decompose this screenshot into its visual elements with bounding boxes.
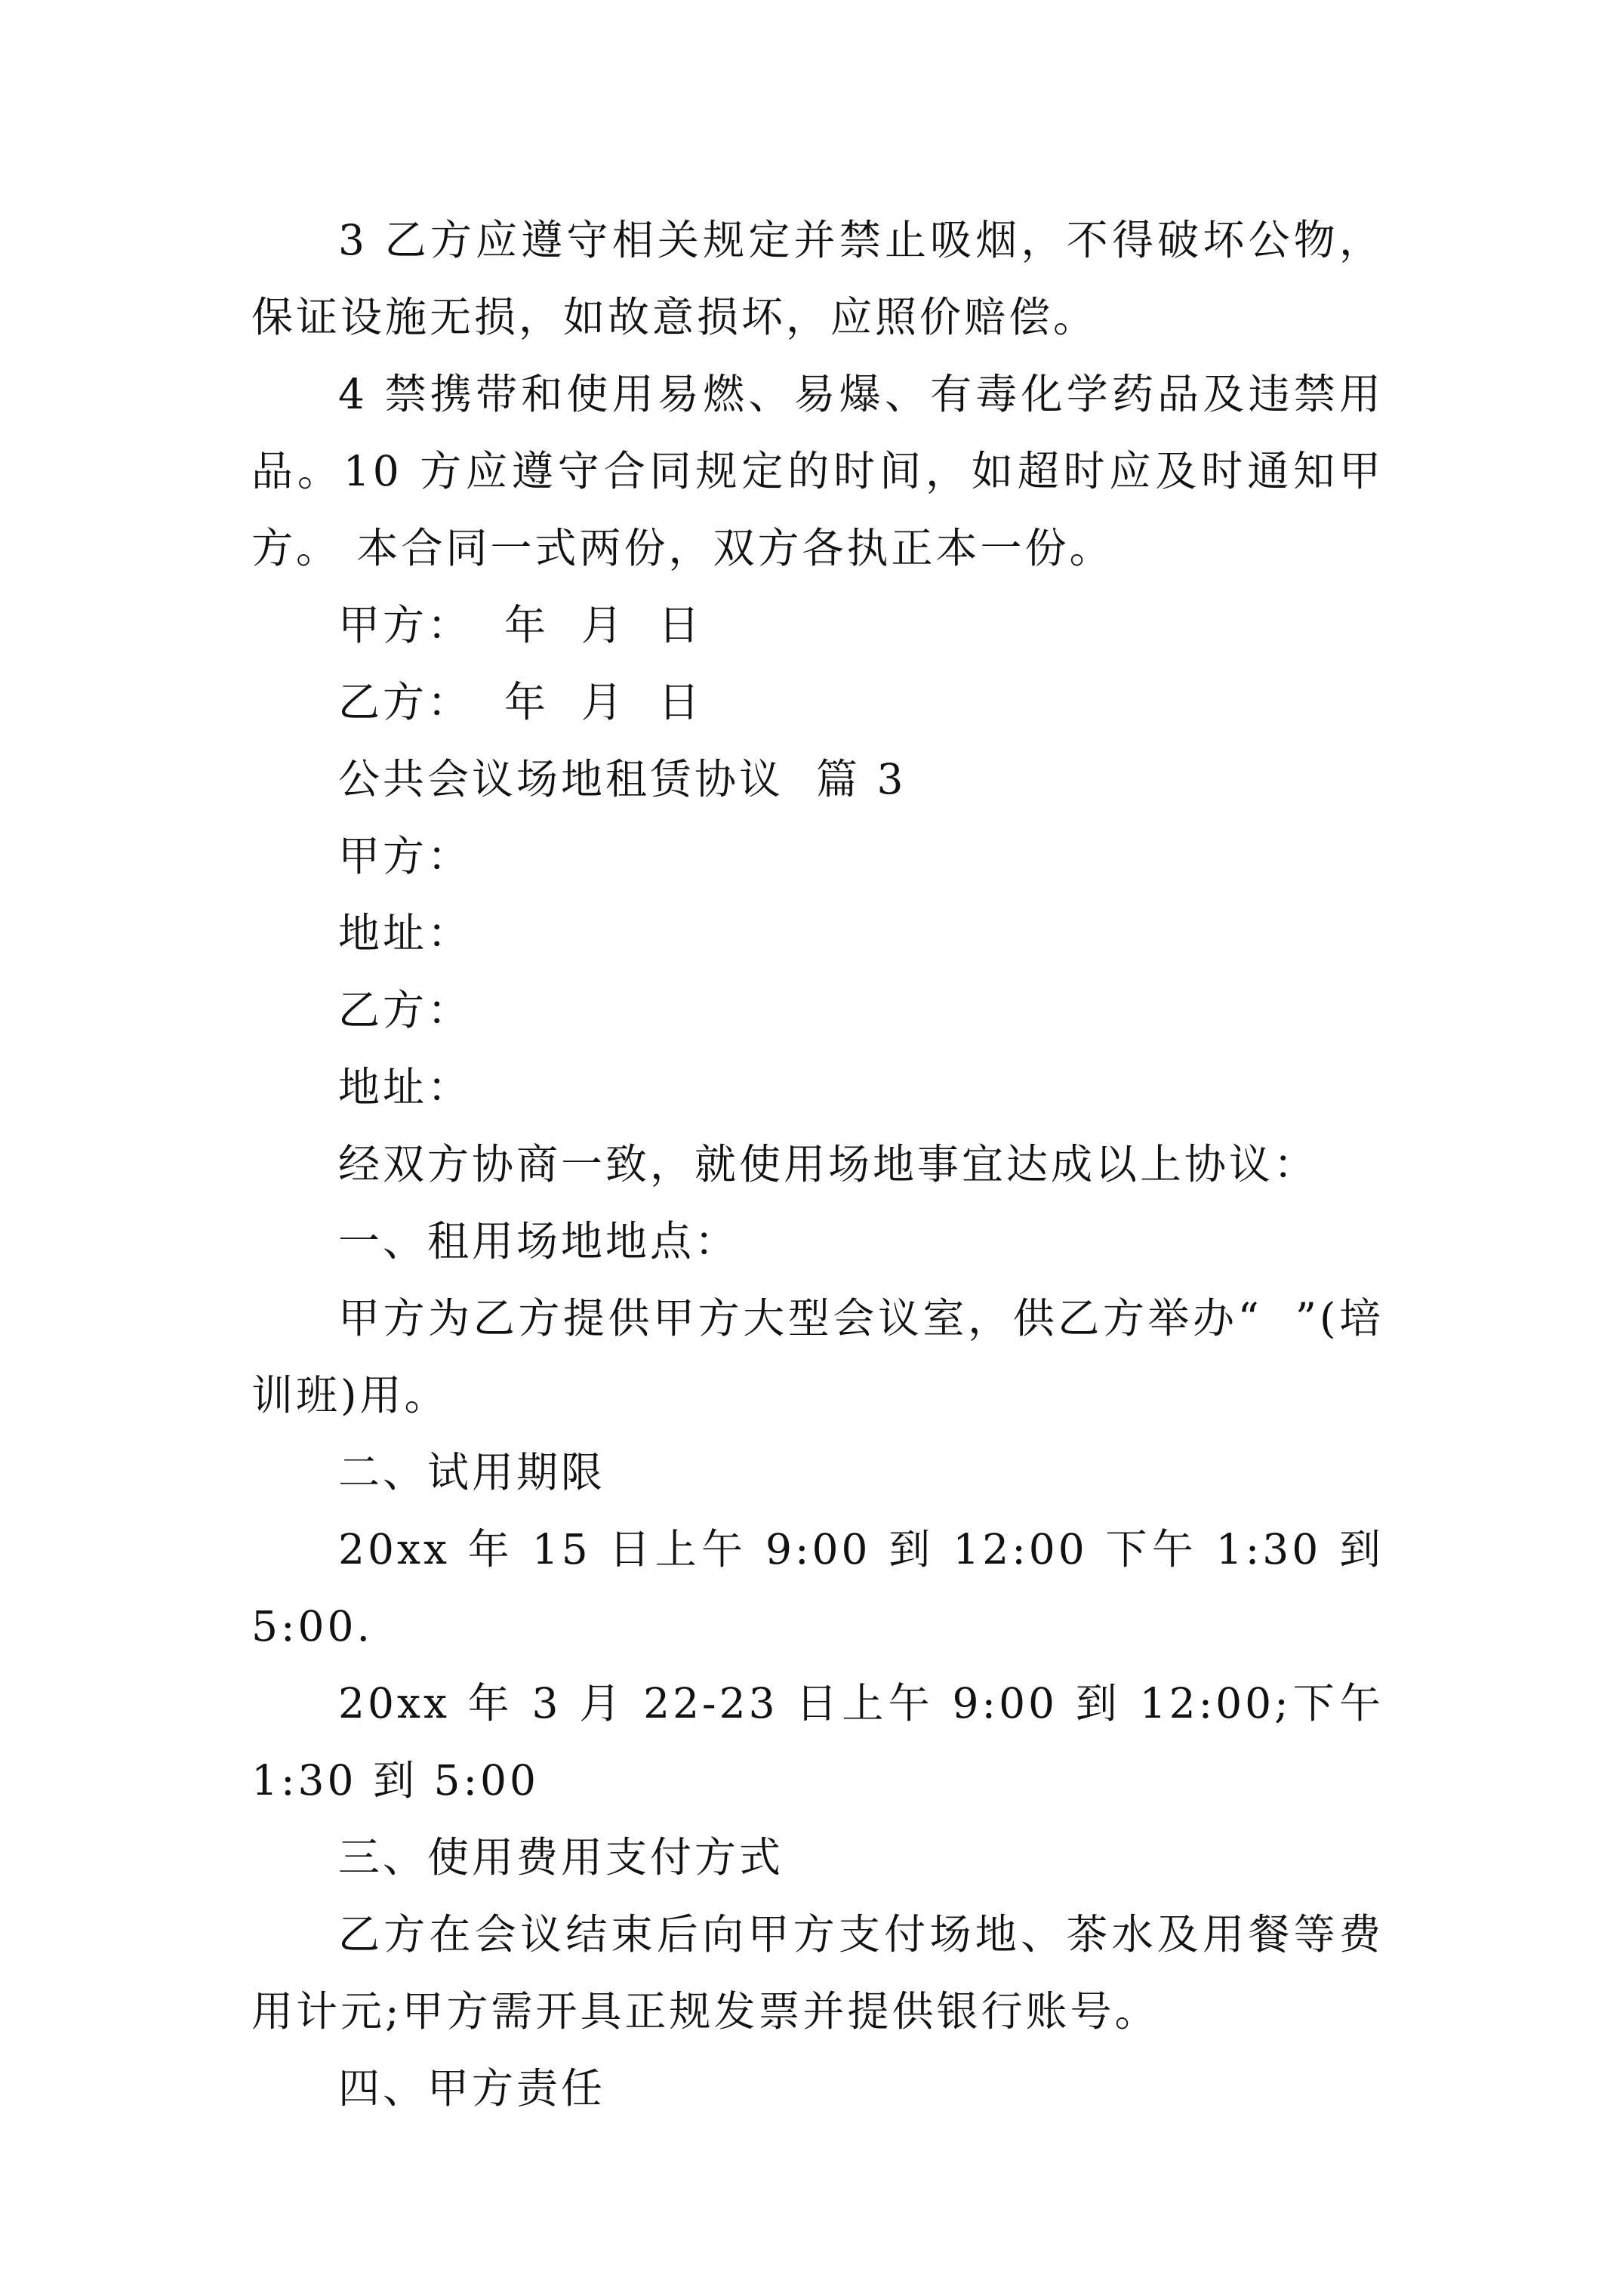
paragraph-clause-4: 4 禁携带和使用易燃、易爆、有毒化学药品及违禁用品。10 方应遵守合同规定的时间，如超时应及时通知甲方。 本合同一式两份，双方各执正本一份。 (251, 370, 1384, 572)
heading-venue-location: 一、租用场地地点： (338, 1217, 740, 1265)
section-title: 公共会议场地租赁协议 篇 3 (338, 755, 907, 803)
heading-party-a-responsibility: 四、甲方责任 (338, 2064, 606, 2113)
party-a-address-label: 地址： (338, 909, 473, 957)
party-b-label: 乙方： (338, 986, 473, 1034)
paragraph-schedule-1: 20xx 年 15 日上午 9:00 到 12:00 下午 1:30 到 5:00. (251, 1525, 1400, 1650)
paragraph-schedule-2: 20xx 年 3 月 22-23 日上午 9:00 到 12:00;下午 1:30 到 5:00 (251, 1679, 1400, 1804)
paragraph-clause-3: 3 乙方应遵守相关规定并禁止吸烟，不得破坏公物，保证设施无损，如故意损坏，应照价赔偿。 (251, 216, 1384, 341)
heading-trial-period: 二、试用期限 (338, 1448, 606, 1496)
document-body (251, 202, 1400, 2127)
signature-line-party-a: 甲方： 年 月 日 (338, 601, 703, 649)
party-a-label: 甲方： (338, 832, 473, 880)
signature-line-party-b: 乙方： 年 月 日 (338, 678, 703, 726)
heading-payment-method: 三、使用费用支付方式 (338, 1833, 784, 1881)
paragraph-payment-terms: 乙方在会议结束后向甲方支付场地、茶水及用餐等费用计元;甲方需开具正规发票并提供银行账号。 (251, 1910, 1384, 2036)
agreement-intro: 经双方协商一致，就使用场地事宜达成以上协议： (338, 1140, 1319, 1188)
party-b-address-label: 地址： (338, 1063, 473, 1111)
paragraph-venue-provision: 甲方为乙方提供甲方大型会议室，供乙方举办“ ”(培训班)用。 (251, 1294, 1384, 1419)
